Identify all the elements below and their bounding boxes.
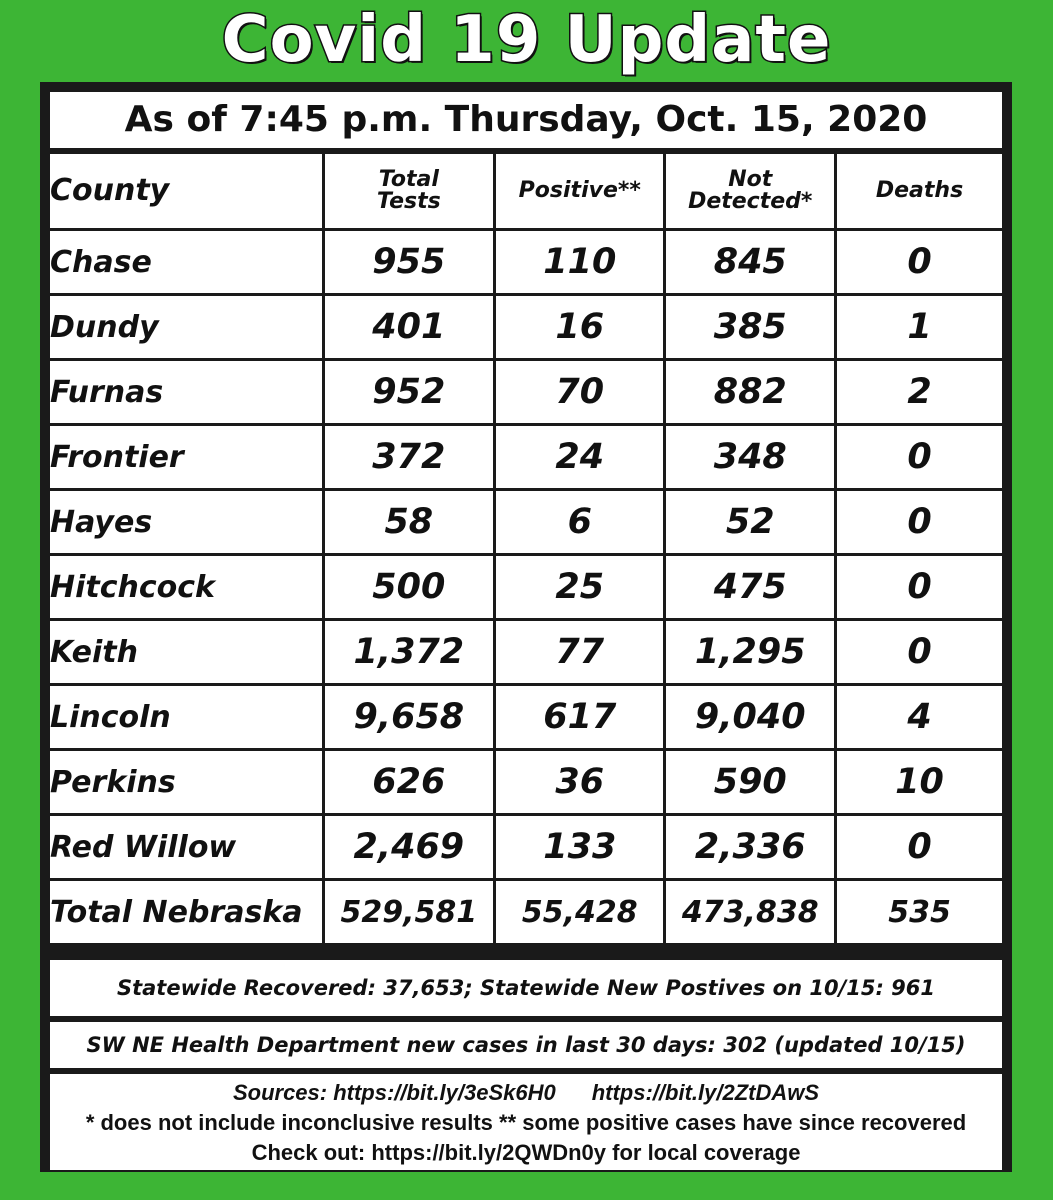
panel-inner [50, 92, 1002, 1165]
positive-cell: 55,428 [496, 881, 666, 943]
not-detected-cell: 1,295 [666, 621, 837, 686]
header-total-tests-line2: Tests [376, 189, 441, 214]
county-cell: Frontier [50, 426, 325, 491]
not-detected-cell: 2,336 [666, 816, 837, 881]
header-total-tests-line1: Total [378, 167, 439, 192]
county-cell: Dundy [50, 296, 325, 361]
total-tests-cell: 529,581 [325, 881, 497, 943]
table-row [50, 751, 1002, 816]
deaths-cell: 535 [888, 894, 951, 930]
not-detected-cell: 845 [666, 231, 837, 296]
sources-line [50, 1078, 1002, 1108]
sources-link-2[interactable]: https://bit.ly/2ZtDAwS [591, 1080, 820, 1105]
deaths-cell: 1 [837, 296, 1002, 361]
not-detected-cell: 9,040 [666, 686, 837, 751]
deaths-cell: 0 [837, 816, 1002, 881]
table-row [50, 686, 1002, 751]
total-tests-cell: 626 [325, 751, 497, 816]
header-positive: Positive** [496, 154, 666, 231]
deaths-cell: 0 [837, 231, 1002, 296]
page-title: Covid 19 Update [221, 3, 832, 77]
deaths-cell: 0 [837, 621, 1002, 686]
table-row [50, 491, 1002, 556]
total-tests-cell: 9,658 [325, 686, 497, 751]
health-dept-note: SW NE Health Department new cases in last 30 days: 302 (updated 10/15) [50, 1022, 1002, 1068]
coverage-line[interactable]: Check out: https://bit.ly/2QWDn0y for local coverage [251, 1140, 801, 1165]
county-cell: Keith [50, 621, 325, 686]
total-tests-cell: 372 [325, 426, 497, 491]
deaths-cell: 4 [837, 686, 1002, 751]
total-tests-cell: 2,469 [325, 816, 497, 881]
positive-cell: 6 [496, 491, 666, 556]
sources-box [50, 1074, 1002, 1170]
table-row [50, 296, 1002, 361]
deaths-cell: 0 [837, 426, 1002, 491]
county-cell: Furnas [50, 361, 325, 426]
total-tests-cell: 58 [325, 491, 497, 556]
not-detected-cell: 475 [666, 556, 837, 621]
county-cell: Lincoln [50, 686, 325, 751]
not-detected-cell: 590 [666, 751, 837, 816]
not-detected-cell: 52 [666, 491, 837, 556]
deaths-cell: 10 [837, 751, 1002, 816]
not-detected-cell: 348 [666, 426, 837, 491]
table-row [50, 816, 1002, 881]
header-not-detected-line2: Detected* [688, 189, 813, 214]
not-detected-cell: 882 [666, 361, 837, 426]
update-panel [40, 82, 1012, 1172]
covid-table [50, 154, 1002, 943]
positive-cell: 133 [496, 816, 666, 881]
positive-cell: 617 [496, 686, 666, 751]
sources-label[interactable]: Sources: https://bit.ly/3eSk6H0 [232, 1080, 556, 1105]
county-cell: Hayes [50, 491, 325, 556]
total-tests-cell: 1,372 [325, 621, 497, 686]
table-row [50, 556, 1002, 621]
not-detected-cell: 385 [666, 296, 837, 361]
positive-cell: 25 [496, 556, 666, 621]
table-row [50, 231, 1002, 296]
table-row [50, 361, 1002, 426]
date-line: As of 7:45 p.m. Thursday, Oct. 15, 2020 [50, 92, 1002, 148]
total-row [50, 881, 1002, 943]
county-cell: Red Willow [50, 816, 325, 881]
county-cell: Hitchcock [50, 556, 325, 621]
county-cell: Chase [50, 231, 325, 296]
deaths-cell: 2 [837, 361, 1002, 426]
total-tests-cell: 500 [325, 556, 497, 621]
positive-cell: 110 [496, 231, 666, 296]
header-deaths: Deaths [837, 154, 1002, 231]
total-label-cell: Total Nebraska [50, 881, 325, 943]
positive-cell: 36 [496, 751, 666, 816]
footnote-line: * does not include inconclusive results ** some positive cases have since recovered [85, 1110, 967, 1135]
positive-cell: 70 [496, 361, 666, 426]
header-county: County [50, 154, 325, 231]
total-tests-cell: 955 [325, 231, 497, 296]
header-total-tests [325, 154, 497, 231]
header-not-detected [666, 154, 837, 231]
deaths-cell: 0 [837, 556, 1002, 621]
positive-cell: 16 [496, 296, 666, 361]
total-tests-cell: 952 [325, 361, 497, 426]
deaths-cell: 0 [837, 491, 1002, 556]
not-detected-cell: 473,838 [666, 881, 837, 943]
county-cell: Perkins [50, 751, 325, 816]
statewide-note: Statewide Recovered: 37,653; Statewide New Postives on 10/15: 961 [50, 960, 1002, 1016]
header-not-detected-line1: Not [728, 167, 773, 192]
total-tests-cell: 401 [325, 296, 497, 361]
table-row [50, 426, 1002, 491]
positive-cell: 77 [496, 621, 666, 686]
table-row [50, 621, 1002, 686]
positive-cell: 24 [496, 426, 666, 491]
table-header-row [50, 154, 1002, 231]
